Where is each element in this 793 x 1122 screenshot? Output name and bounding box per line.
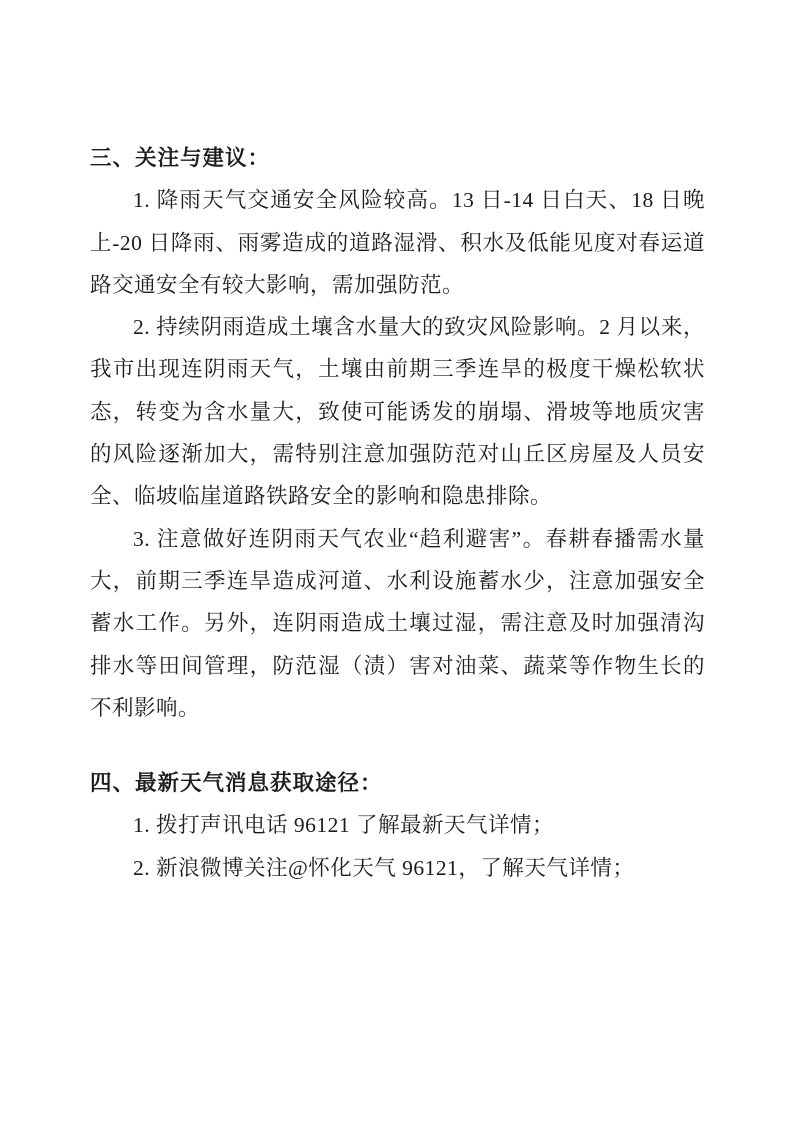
paragraph-hotline-channel: 1. 拨打声讯电话 96121 了解最新天气详情；	[133, 813, 555, 838]
section-attention-and-suggestions	[90, 137, 705, 729]
section-weather-info-channels	[90, 762, 705, 889]
paragraph-traffic-safety-risk: 1. 降雨天气交通安全风险较高。13 日-14 日白天、18 日晚上-20 日降雨、雨雾造成的道路湿滑、积水及低能见度对春运道路交通安全有较大影响，需加强防范。	[90, 188, 705, 297]
paragraph-agriculture-advice: 3. 注意做好连阴雨天气农业“趋利避害”。春耕春播需水量大，前期三季连旱造成河道、水利设施蓄水少，注意加强安全蓄水工作。另外，连阴雨造成土壤过湿，需注意及时加强清沟排水等田间管理，防范湿（渍）害对油菜、蔬菜等作物生长的不利影响。	[90, 526, 705, 720]
paragraph-soil-moisture-disaster-risk: 2. 持续阴雨造成土壤含水量大的致灾风险影响。2 月以来，我市出现连阴雨天气，土壤由前期三季连旱的极度干燥松软状态，转变为含水量大，致使可能诱发的崩塌、滑坡等地质灾害的风险逐渐加大，需特别注意加强防范对山丘区房屋及人员安全、临坡临崖道路铁路安全的影响和隐患排除。	[90, 315, 705, 509]
section-heading-attention-suggestions: 三、关注与建议：	[90, 146, 271, 170]
section-heading-weather-info-channels: 四、最新天气消息获取途径：	[90, 771, 383, 796]
paragraph-weibo-channel: 2. 新浪微博关注@怀化天气 96121，了解天气详情；	[133, 855, 635, 880]
